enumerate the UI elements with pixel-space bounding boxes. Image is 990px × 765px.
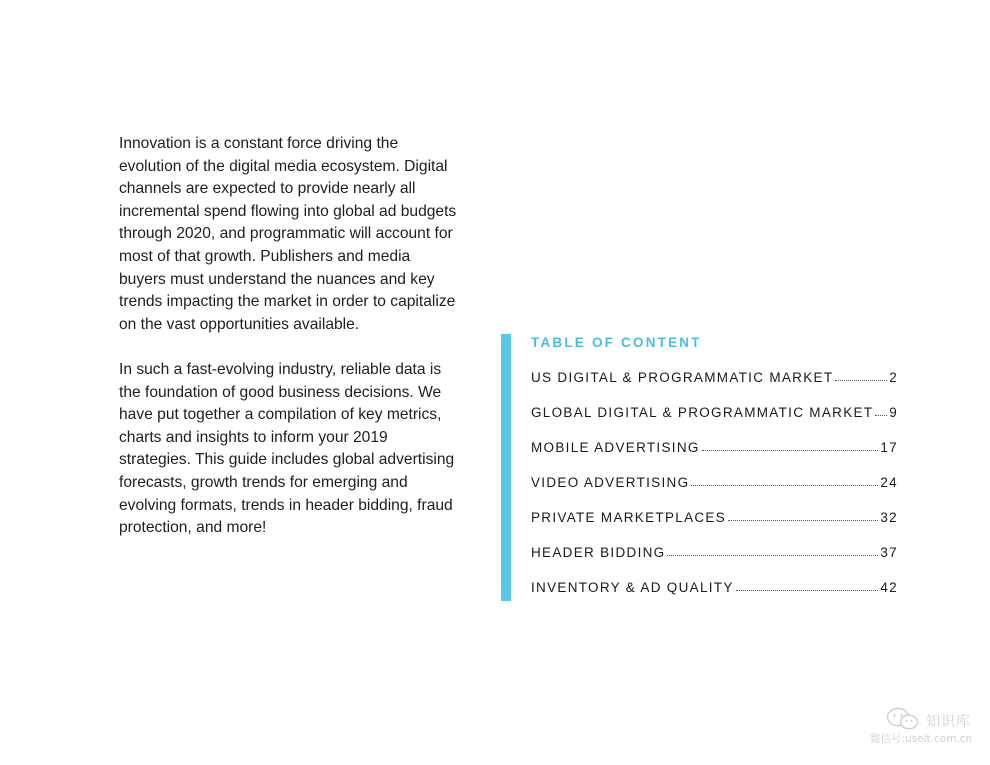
toc-item-mobile-advertising[interactable] — [531, 438, 898, 473]
toc-item-page: 2 — [889, 370, 898, 385]
toc-item-label: US DIGITAL & PROGRAMMATIC MARKET — [531, 370, 834, 385]
watermark-name: 知识库 — [926, 714, 971, 730]
toc-item-page: 9 — [889, 405, 898, 420]
toc-item-inventory-ad-quality[interactable] — [531, 578, 898, 613]
watermark-account: 微信号:useit.com.cn — [870, 733, 973, 745]
toc-dot-leader — [835, 380, 887, 381]
toc-dot-leader — [667, 555, 878, 556]
toc-item-label: MOBILE ADVERTISING — [531, 440, 700, 455]
toc-dot-leader — [728, 520, 878, 521]
toc-item-video-advertising[interactable] — [531, 473, 898, 508]
toc-title: TABLE OF CONTENT — [531, 335, 702, 350]
toc-dot-leader — [736, 590, 879, 591]
intro-text — [119, 133, 459, 562]
watermark — [870, 707, 982, 747]
toc-item-label: HEADER BIDDING — [531, 545, 666, 560]
toc-dot-leader — [875, 415, 887, 416]
wechat-icon — [886, 707, 920, 731]
toc-list — [531, 368, 898, 613]
intro-paragraph-1: Innovation is a constant force driving the evolution of the digital media ecosystem. Digital channels are expected to provide nearly all incremental spend flowing into global ad budgets through 2020, and programmatic will account for most of that growth. Publishers and media buyers must understand the nuances and key trends impacting the market in order to capitalize on the vast opportunities available. — [119, 135, 457, 333]
toc-item-label: VIDEO ADVERTISING — [531, 475, 690, 490]
toc-item-label: PRIVATE MARKETPLACES — [531, 510, 727, 525]
toc-dot-leader — [702, 450, 879, 451]
toc-item-us-digital-programmatic-market[interactable] — [531, 368, 898, 403]
toc-item-page: 32 — [880, 510, 898, 525]
toc-item-global-digital-programmatic-market[interactable] — [531, 403, 898, 438]
table-of-contents — [531, 333, 898, 613]
toc-item-page: 37 — [880, 545, 898, 560]
toc-item-label: INVENTORY & AD QUALITY — [531, 580, 734, 595]
toc-item-page: 42 — [880, 580, 898, 595]
toc-item-header-bidding[interactable] — [531, 543, 898, 578]
intro-paragraph-2: In such a fast-evolving industry, reliable data is the foundation of good business decisions. We have put together a compilation of key metrics, charts and insights to inform your 2019 strategies. This guide includes global advertising forecasts, growth trends for emerging and evolving formats, trends in header bidding, fraud protection, and more! — [119, 360, 455, 537]
toc-item-page: 17 — [880, 440, 898, 455]
toc-dot-leader — [691, 485, 878, 486]
toc-accent-bar — [501, 334, 511, 601]
toc-item-private-marketplaces[interactable] — [531, 508, 898, 543]
toc-item-page: 24 — [880, 475, 898, 490]
toc-item-label: GLOBAL DIGITAL & PROGRAMMATIC MARKET — [531, 405, 874, 420]
